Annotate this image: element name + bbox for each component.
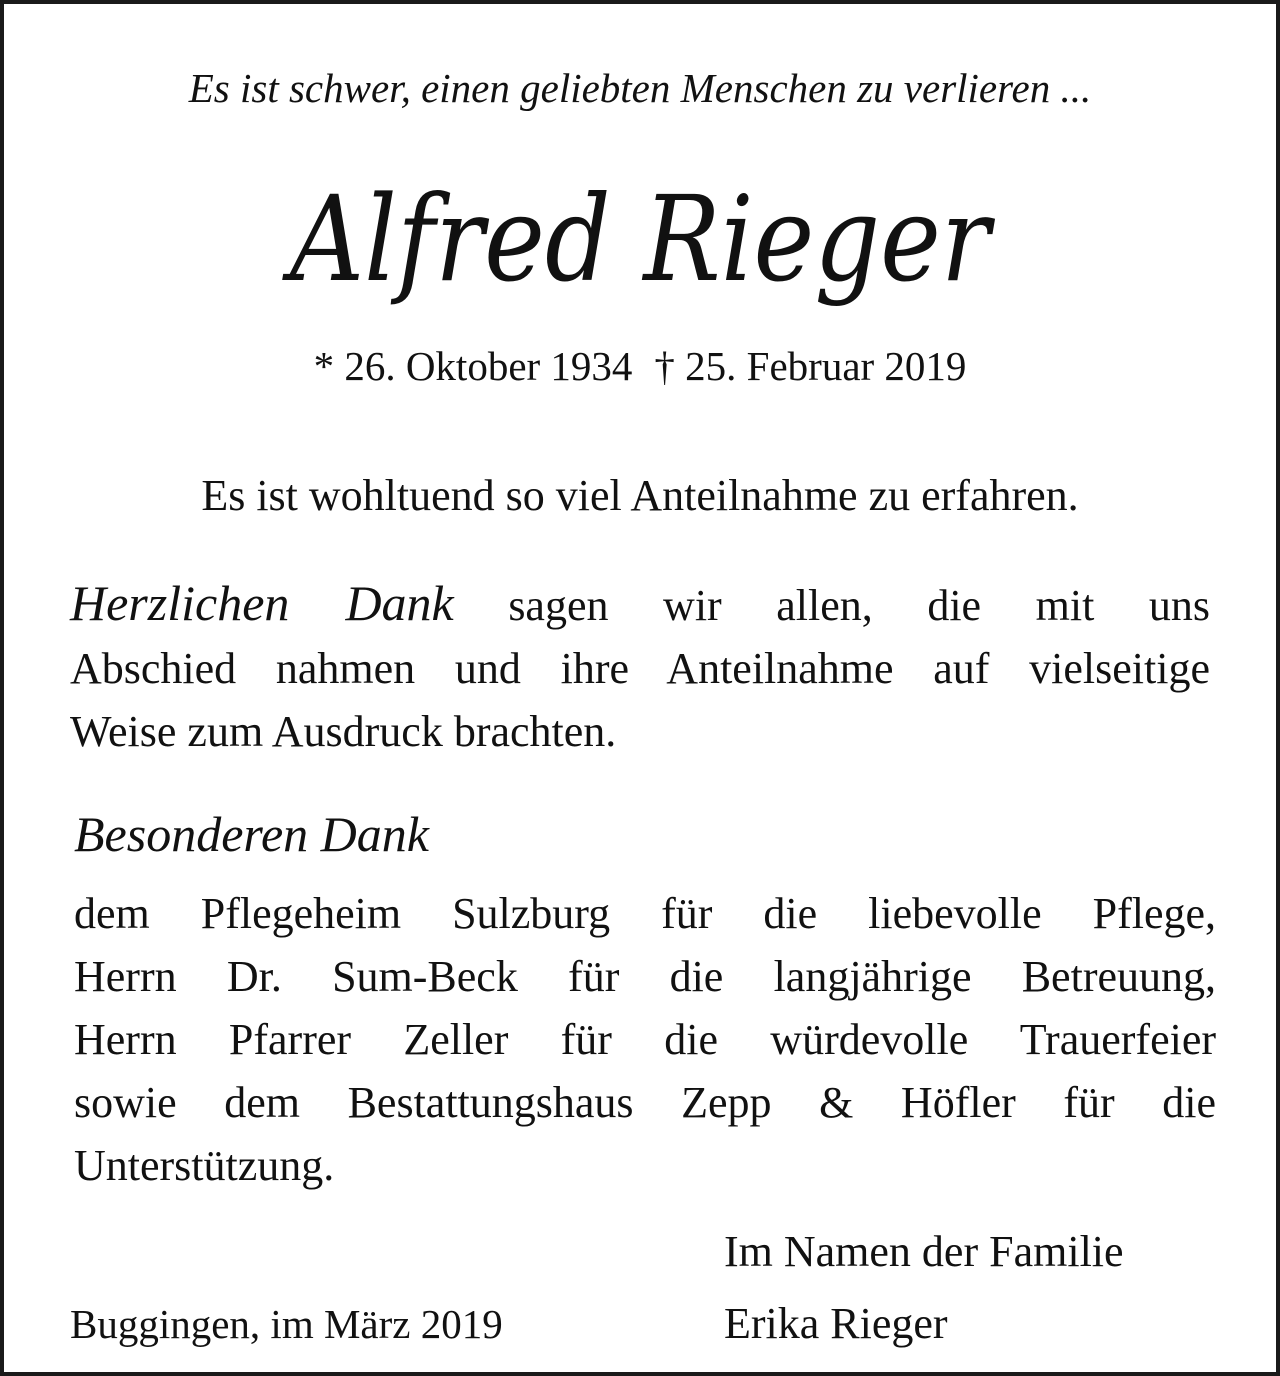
thanks-paragraph bbox=[70, 572, 1210, 763]
place-date: Buggingen, im März 2019 bbox=[70, 1301, 503, 1347]
motto: Es ist schwer, einen geliebten Menschen zu verlieren ... bbox=[188, 65, 1092, 111]
special-line-4: sowie dem Bestattungshaus Zepp & Höfler für die bbox=[74, 1078, 1216, 1127]
special-line-3: Herrn Pfarrer Zeller für die würdevolle Trauerfeier bbox=[74, 1015, 1216, 1064]
special-thanks-heading: Besonderen Dank bbox=[74, 806, 429, 862]
life-dates bbox=[0, 338, 1280, 394]
special-line-2: Herrn Dr. Sum-Beck für die langjährige Betreuung, bbox=[74, 952, 1216, 1001]
death-date: † 25. Februar 2019 bbox=[654, 343, 967, 389]
family-label: Im Namen der Familie bbox=[724, 1227, 1124, 1276]
lead-sentence: Es ist wohltuend so viel Anteilnahme zu erfahren. bbox=[201, 471, 1079, 520]
thanks-line-3: Weise zum Ausdruck brachten. bbox=[70, 707, 617, 756]
special-line-1: dem Pflegeheim Sulzburg für die liebevolle Pflege, bbox=[74, 889, 1216, 938]
thanks-line-1 bbox=[70, 572, 1210, 637]
signer-name: Erika Rieger bbox=[724, 1299, 948, 1348]
deceased-name-text: Alfred Rieger bbox=[282, 175, 996, 308]
birth-date: * 26. Oktober 1934 bbox=[313, 343, 633, 389]
thanks-line-2: Abschied nahmen und ihre Anteilnahme auf vielseitige bbox=[70, 644, 1210, 693]
thanks-emphasis: Herzlichen Dank bbox=[70, 575, 454, 631]
deceased-name bbox=[240, 175, 1040, 355]
special-thanks-paragraph bbox=[74, 882, 1216, 1197]
thanks-line-1-rest: sagen wir allen, die mit uns bbox=[508, 581, 1210, 630]
special-line-5: Unterstützung. bbox=[74, 1141, 335, 1190]
